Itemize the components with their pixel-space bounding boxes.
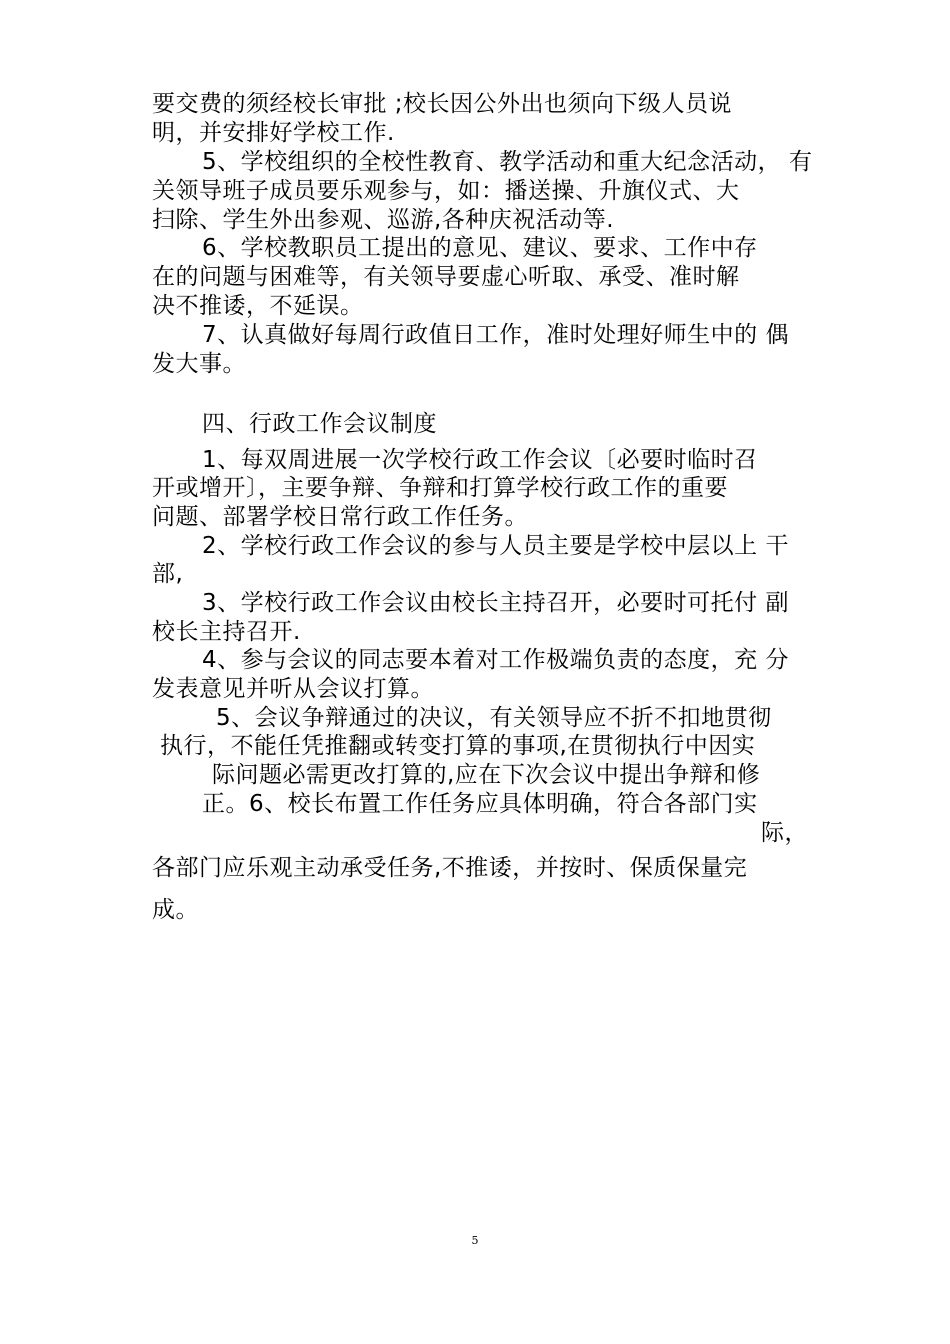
- text-line: 扫除、学生外出参观、巡游,各种庆祝活动等.: [152, 207, 615, 233]
- text-line: 部,: [152, 561, 184, 587]
- text-line: 6、学校教职员工提出的意见、建议、要求、工作中存: [202, 235, 758, 261]
- text-line: 7、认真做好每周行政值日工作，准时处理好师生中的 偶: [202, 322, 789, 348]
- text-line: 4、参与会议的同志要本着对工作极端负责的态度，充 分: [202, 647, 789, 673]
- text-line: 2、学校行政工作会议的参与人员主要是学校中层以上 干: [202, 533, 789, 559]
- text-line: 在的问题与困难等，有关领导要虚心听取、承受、准时解: [152, 264, 740, 290]
- text-line: 关领导班子成员要乐观参与，如：播送操、升旗仪式、大: [152, 178, 740, 204]
- page-number: 5: [471, 1234, 479, 1247]
- text-line: 决不推诿，不延误。: [152, 293, 364, 319]
- text-line: 执行，不能任凭推翻或转变打算的事项,在贯彻执行中因实: [160, 733, 756, 759]
- text-line: 发表意见并听从会议打算。: [152, 676, 434, 702]
- text-line: 要交费的须经校长审批 ;校长因公外出也须向下级人员说: [152, 91, 733, 117]
- text-line: 1、每双周进展一次学校行政工作会议〔必要时临时召: [202, 447, 758, 473]
- text-line: 明，并安排好学校工作.: [152, 120, 395, 146]
- text-line: 3、学校行政工作会议由校长主持召开，必要时可托付 副: [202, 590, 789, 616]
- text-line: 成。: [152, 897, 199, 923]
- text-line: 开或增开〕，主要争辩、争辩和打算学校行政工作的重要: [152, 475, 728, 501]
- text-line: 校长主持召开.: [152, 619, 301, 645]
- text-line: 发大事。: [152, 351, 246, 377]
- text-line: 正。6、校长布置工作任务应具体明确，符合各部门实: [202, 791, 758, 817]
- text-line: 问题、部署学校日常行政工作任务。: [152, 504, 528, 530]
- text-line: 际问题必需更改打算的,应在下次会议中提出争辩和修: [212, 762, 761, 788]
- text-line: 5、学校组织的全校性教育、教学活动和重大纪念活动， 有: [202, 149, 813, 175]
- text-line: 5、会议争辩通过的决议，有关领导应不折不扣地贯彻: [216, 705, 772, 731]
- text-line: 际，: [761, 820, 808, 846]
- section-heading: 四、行政工作会议制度: [202, 411, 437, 437]
- text-line: 各部门应乐观主动承受任务,不推诿，并按时、保质保量完: [152, 855, 748, 881]
